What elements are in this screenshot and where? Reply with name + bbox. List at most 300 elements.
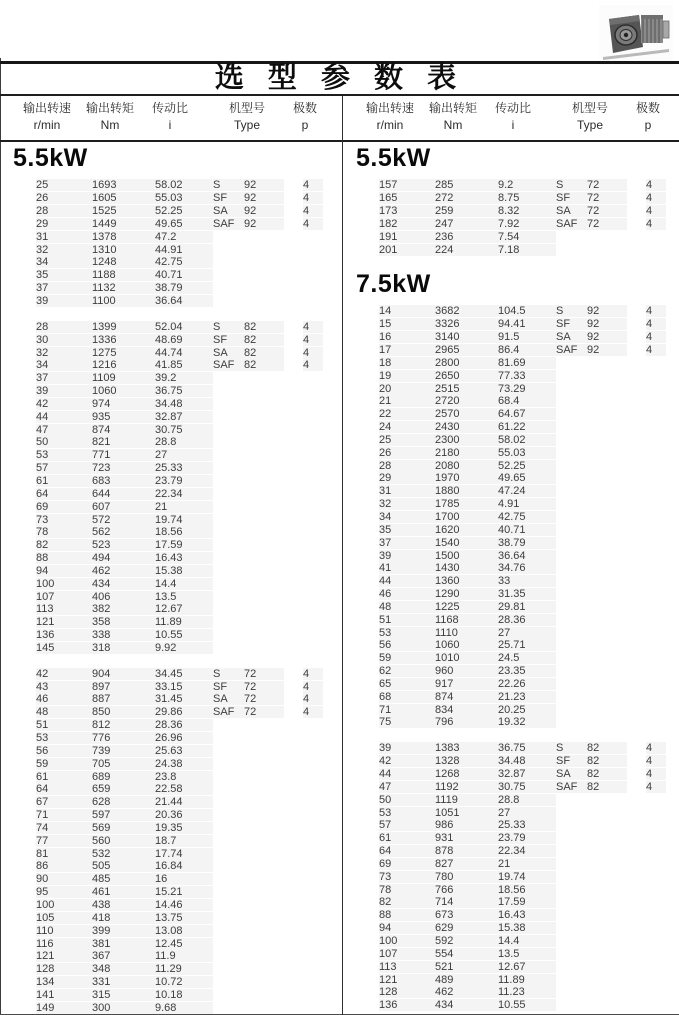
- table-row: [0, 552, 342, 565]
- table-row: [343, 703, 679, 716]
- cell-torque: 874: [435, 691, 498, 703]
- cell-type: [213, 925, 303, 937]
- cell-type: [213, 334, 303, 346]
- cell-type: [556, 601, 646, 613]
- cell-speed: 31: [379, 485, 435, 497]
- cell-ratio: 21.23: [498, 691, 556, 703]
- type-size: 72: [587, 192, 627, 204]
- cell-torque: 597: [92, 809, 155, 821]
- cell-torque: 562: [92, 526, 155, 538]
- cell-speed: 67: [36, 796, 92, 808]
- table-row: [343, 446, 679, 459]
- cell-ratio: 21: [498, 858, 556, 870]
- cell-torque: 1275: [92, 347, 155, 359]
- cell-speed: 75: [379, 716, 435, 728]
- cell-torque: 406: [92, 591, 155, 603]
- cell-torque: 874: [92, 424, 155, 436]
- column-header: [366, 101, 414, 133]
- column-header-unit: p: [301, 118, 309, 132]
- table-row: [343, 331, 679, 344]
- cell-speed: 74: [36, 822, 92, 834]
- cell-speed: 57: [36, 462, 92, 474]
- column-header: [152, 101, 188, 133]
- cell-type: [556, 999, 646, 1011]
- cell-type: [556, 935, 646, 947]
- cell-ratio: 20.25: [498, 704, 556, 716]
- cell-torque: 494: [92, 552, 155, 564]
- cell-speed: 173: [379, 205, 435, 217]
- column-header: [86, 101, 134, 133]
- column-header: [572, 101, 608, 133]
- cell-torque: 1620: [435, 524, 498, 536]
- cell-torque: 247: [435, 218, 498, 230]
- table-row: [343, 600, 679, 613]
- cell-ratio: 13.75: [155, 912, 213, 924]
- cell-ratio: 22.34: [498, 845, 556, 857]
- type-size: 82: [587, 781, 627, 793]
- cell-ratio: 41.85: [155, 359, 213, 371]
- cell-speed: 71: [36, 809, 92, 821]
- cell-ratio: 33.15: [155, 681, 213, 693]
- cell-ratio: 32.87: [155, 411, 213, 423]
- table-row: [343, 768, 679, 781]
- type-series: SF: [213, 334, 244, 346]
- table-row: [0, 385, 342, 398]
- cell-type: [556, 550, 646, 562]
- cell-type: [213, 514, 303, 526]
- table-row: [0, 950, 342, 963]
- cell-speed: 53: [379, 627, 435, 639]
- cell-type: [556, 179, 646, 191]
- cell-speed: 141: [36, 989, 92, 1001]
- cell-speed: 37: [379, 537, 435, 549]
- column-header-unit: i: [168, 118, 172, 132]
- cell-ratio: 33: [498, 575, 556, 587]
- cell-speed: 100: [36, 578, 92, 590]
- table-row: [343, 243, 679, 256]
- cell-type: [213, 783, 303, 795]
- cell-torque: 569: [92, 822, 155, 834]
- page-title: 选 型 参 数 表: [214, 62, 465, 94]
- cell-speed: 48: [36, 706, 92, 718]
- cell-ratio: 14.46: [155, 899, 213, 911]
- cell-torque: 812: [92, 719, 155, 731]
- cell-ratio: 36.75: [498, 742, 556, 754]
- cell-torque: 714: [435, 896, 498, 908]
- cell-torque: 1188: [92, 269, 155, 281]
- cell-torque: 399: [92, 925, 155, 937]
- type-series: SAF: [213, 706, 244, 718]
- cell-type: [556, 884, 646, 896]
- cell-poles: 4: [303, 693, 323, 705]
- column-header-unit: r/min: [376, 118, 404, 132]
- cell-ratio: 49.65: [498, 472, 556, 484]
- cell-speed: 47: [36, 424, 92, 436]
- cell-speed: 64: [36, 488, 92, 500]
- cell-speed: 56: [36, 745, 92, 757]
- cell-ratio: 14.4: [498, 935, 556, 947]
- table-row: [0, 179, 342, 192]
- table-row: [0, 834, 342, 847]
- cell-type: [213, 860, 303, 872]
- cell-ratio: 44.91: [155, 244, 213, 256]
- cell-ratio: 64.67: [498, 408, 556, 420]
- type-size: 82: [587, 768, 627, 780]
- cell-type: [213, 295, 303, 307]
- cell-type: [213, 488, 303, 500]
- cell-speed: 39: [36, 385, 92, 397]
- type-size: 92: [244, 179, 284, 191]
- cell-poles: 4: [303, 359, 323, 371]
- cell-ratio: 16: [155, 873, 213, 885]
- table-row: [343, 883, 679, 896]
- cell-ratio: 7.18: [498, 244, 556, 256]
- cell-speed: 29: [379, 472, 435, 484]
- table-row: [0, 256, 342, 269]
- column-header-label: 输出转矩: [85, 101, 135, 115]
- column-header: [229, 101, 265, 133]
- type-series: SAF: [556, 781, 587, 793]
- cell-torque: 1700: [435, 511, 498, 523]
- type-size: 72: [587, 179, 627, 191]
- cell-poles: 4: [646, 218, 666, 230]
- cell-torque: 462: [435, 986, 498, 998]
- cell-speed: 88: [36, 552, 92, 564]
- cell-torque: 2570: [435, 408, 498, 420]
- cell-torque: 272: [435, 192, 498, 204]
- table-row: [343, 344, 679, 357]
- type-size: 72: [587, 218, 627, 230]
- cell-type: [556, 909, 646, 921]
- cell-ratio: 23.35: [498, 665, 556, 677]
- table-row: [0, 282, 342, 295]
- cell-speed: 105: [36, 912, 92, 924]
- cell-type: [556, 974, 646, 986]
- cell-torque: 771: [92, 449, 155, 461]
- table-row: [343, 205, 679, 218]
- cell-speed: 41: [379, 562, 435, 574]
- table-row: [343, 318, 679, 331]
- cell-type: [556, 575, 646, 587]
- type-size: 82: [587, 755, 627, 767]
- cell-torque: 1168: [435, 614, 498, 626]
- cell-torque: 1119: [435, 794, 498, 806]
- cell-speed: 53: [36, 449, 92, 461]
- cell-speed: 113: [36, 603, 92, 615]
- cell-torque: 1010: [435, 652, 498, 664]
- cell-ratio: 22.58: [155, 783, 213, 795]
- column-header-label: 极数: [635, 101, 661, 115]
- cell-torque: 917: [435, 678, 498, 690]
- cell-type: [556, 755, 646, 767]
- cell-torque: 683: [92, 475, 155, 487]
- table-row: [0, 860, 342, 873]
- cell-torque: 1383: [435, 742, 498, 754]
- table-row: [343, 382, 679, 395]
- type-series: SF: [213, 681, 244, 693]
- cell-speed: 46: [36, 693, 92, 705]
- cell-ratio: 15.21: [155, 886, 213, 898]
- cell-torque: 285: [435, 179, 498, 191]
- cell-speed: 53: [379, 807, 435, 819]
- column-header: [293, 101, 317, 133]
- table-row: [343, 575, 679, 588]
- cell-torque: 834: [435, 704, 498, 716]
- cell-torque: 1051: [435, 807, 498, 819]
- cell-speed: 107: [379, 948, 435, 960]
- cell-poles: 4: [646, 768, 666, 780]
- cell-ratio: 10.18: [155, 989, 213, 1001]
- cell-torque: 1399: [92, 321, 155, 333]
- cell-type: [213, 886, 303, 898]
- cell-ratio: 8.32: [498, 205, 556, 217]
- cell-type: [556, 986, 646, 998]
- table-row: [0, 590, 342, 603]
- type-size: 72: [244, 668, 284, 680]
- cell-poles: 4: [303, 668, 323, 680]
- cell-type: [556, 447, 646, 459]
- cell-ratio: 18.7: [155, 835, 213, 847]
- cell-ratio: 27: [498, 807, 556, 819]
- cell-torque: 739: [92, 745, 155, 757]
- cell-speed: 121: [36, 616, 92, 628]
- cell-ratio: 42.75: [498, 511, 556, 523]
- cell-type: [556, 231, 646, 243]
- cell-speed: 94: [379, 922, 435, 934]
- cell-torque: 381: [92, 938, 155, 950]
- cell-speed: 68: [379, 691, 435, 703]
- table-row: [343, 549, 679, 562]
- table-row: [343, 408, 679, 421]
- cell-type: [213, 244, 303, 256]
- cell-type: [556, 627, 646, 639]
- table-row: [343, 179, 679, 192]
- table-row: [343, 690, 679, 703]
- cell-torque: 560: [92, 835, 155, 847]
- table-row: [343, 793, 679, 806]
- cell-torque: 1060: [92, 385, 155, 397]
- cell-type: [556, 948, 646, 960]
- cell-ratio: 30.75: [498, 781, 556, 793]
- table-row: [343, 870, 679, 883]
- type-series: SAF: [213, 218, 244, 230]
- table-row: [0, 230, 342, 243]
- cell-torque: 904: [92, 668, 155, 680]
- table-row: [0, 719, 342, 732]
- type-series: SAF: [556, 218, 587, 230]
- table-row: [0, 513, 342, 526]
- cell-ratio: 52.25: [155, 205, 213, 217]
- cell-type: [213, 539, 303, 551]
- cell-speed: 44: [379, 575, 435, 587]
- cell-type: [556, 807, 646, 819]
- cell-ratio: 16.43: [155, 552, 213, 564]
- cell-ratio: 27: [155, 449, 213, 461]
- cell-speed: 34: [36, 256, 92, 268]
- cell-speed: 50: [36, 436, 92, 448]
- cell-type: [556, 614, 646, 626]
- cell-torque: 521: [435, 961, 498, 973]
- cell-type: [213, 989, 303, 1001]
- cell-type: [556, 562, 646, 574]
- cell-torque: 318: [92, 642, 155, 654]
- cell-speed: 28: [379, 460, 435, 472]
- cell-torque: 827: [435, 858, 498, 870]
- table-row: [0, 937, 342, 950]
- cell-type: [213, 912, 303, 924]
- ratio-block: [0, 320, 342, 654]
- cell-type: [556, 819, 646, 831]
- type-size: 72: [244, 693, 284, 705]
- table-row: [0, 873, 342, 886]
- cell-ratio: 10.55: [498, 999, 556, 1011]
- cell-speed: 35: [36, 269, 92, 281]
- cell-ratio: 11.9: [155, 950, 213, 962]
- cell-poles: 4: [646, 205, 666, 217]
- type-series: S: [556, 742, 587, 754]
- cell-ratio: 34.45: [155, 668, 213, 680]
- cell-type: [213, 179, 303, 191]
- ratio-block: [343, 742, 679, 1012]
- cell-type: [213, 256, 303, 268]
- cell-speed: 136: [36, 629, 92, 641]
- table-row: [0, 732, 342, 745]
- cell-torque: 3326: [435, 318, 498, 330]
- cell-torque: 776: [92, 732, 155, 744]
- cell-type: [556, 961, 646, 973]
- cell-ratio: 58.02: [498, 434, 556, 446]
- cell-ratio: 11.89: [498, 974, 556, 986]
- cell-type: [556, 845, 646, 857]
- cell-speed: 82: [379, 896, 435, 908]
- type-series: S: [556, 305, 587, 317]
- cell-torque: 461: [92, 886, 155, 898]
- cell-type: [213, 603, 303, 615]
- cell-ratio: 34.48: [155, 398, 213, 410]
- column-header-unit: r/min: [33, 118, 61, 132]
- type-series: S: [556, 179, 587, 191]
- cell-type: [213, 668, 303, 680]
- cell-ratio: 28.8: [498, 794, 556, 806]
- cell-poles: 4: [303, 347, 323, 359]
- cell-poles: 4: [303, 334, 323, 346]
- cell-type: [556, 434, 646, 446]
- column-header-unit: i: [511, 118, 515, 132]
- cell-speed: 56: [379, 639, 435, 651]
- cell-speed: 42: [36, 668, 92, 680]
- cell-speed: 107: [36, 591, 92, 603]
- type-series: SAF: [213, 359, 244, 371]
- cell-torque: 1225: [435, 601, 498, 613]
- cell-torque: 796: [435, 716, 498, 728]
- cell-torque: 2515: [435, 383, 498, 395]
- cell-torque: 1110: [435, 627, 498, 639]
- table-row: [343, 999, 679, 1012]
- table-row: [0, 924, 342, 937]
- table-row: [343, 369, 679, 382]
- cell-torque: 1216: [92, 359, 155, 371]
- cell-ratio: 31.45: [155, 693, 213, 705]
- ratio-block: [0, 667, 342, 1014]
- cell-torque: 315: [92, 989, 155, 1001]
- cell-type: [213, 282, 303, 294]
- table-row: [343, 986, 679, 999]
- cell-torque: 523: [92, 539, 155, 551]
- cell-speed: 149: [36, 1002, 92, 1014]
- cell-type: [213, 938, 303, 950]
- cell-speed: 121: [379, 974, 435, 986]
- cell-ratio: 14.4: [155, 578, 213, 590]
- cell-ratio: 4.91: [498, 498, 556, 510]
- cell-type: [556, 344, 646, 356]
- cell-ratio: 52.04: [155, 321, 213, 333]
- cell-type: [213, 424, 303, 436]
- column-header-label: 传动比: [151, 101, 189, 115]
- table-row: [0, 706, 342, 719]
- cell-speed: 22: [379, 408, 435, 420]
- cell-type: [556, 639, 646, 651]
- cell-torque: 489: [435, 974, 498, 986]
- cell-speed: 39: [379, 550, 435, 562]
- cell-type: [556, 395, 646, 407]
- cell-torque: 348: [92, 963, 155, 975]
- table-row: [343, 498, 679, 511]
- type-size: 82: [244, 334, 284, 346]
- cell-ratio: 48.69: [155, 334, 213, 346]
- table-row: [343, 665, 679, 678]
- cell-type: [556, 524, 646, 536]
- cell-ratio: 47.2: [155, 231, 213, 243]
- cell-ratio: 36.64: [155, 295, 213, 307]
- cell-ratio: 34.76: [498, 562, 556, 574]
- cell-poles: 4: [303, 681, 323, 693]
- column-header-label: 机型号: [228, 101, 266, 115]
- cell-ratio: 10.55: [155, 629, 213, 641]
- cell-ratio: 61.22: [498, 421, 556, 433]
- cell-ratio: 11.23: [498, 986, 556, 998]
- gear-motor-photo: [599, 5, 673, 65]
- cell-torque: 931: [435, 832, 498, 844]
- cell-speed: 44: [36, 411, 92, 423]
- cell-type: [213, 449, 303, 461]
- cell-torque: 554: [435, 948, 498, 960]
- power-section-heading: 5.5kW: [356, 144, 431, 172]
- table-row: [0, 218, 342, 231]
- cell-speed: 136: [379, 999, 435, 1011]
- cell-type: [556, 205, 646, 217]
- cell-type: [556, 768, 646, 780]
- cell-torque: 1248: [92, 256, 155, 268]
- cell-ratio: 81.69: [498, 357, 556, 369]
- cell-torque: 2800: [435, 357, 498, 369]
- cell-speed: 51: [379, 614, 435, 626]
- cell-ratio: 58.02: [155, 179, 213, 191]
- table-row: [343, 230, 679, 243]
- table-row: [343, 421, 679, 434]
- table-row: [343, 678, 679, 691]
- cell-speed: 25: [379, 434, 435, 446]
- cell-type: [213, 526, 303, 538]
- cell-type: [213, 321, 303, 333]
- cell-ratio: 40.71: [155, 269, 213, 281]
- cell-type: [556, 331, 646, 343]
- cell-torque: 1785: [435, 498, 498, 510]
- cell-type: [213, 475, 303, 487]
- table-row: [343, 845, 679, 858]
- cell-type: [556, 716, 646, 728]
- table-row: [0, 564, 342, 577]
- cell-type: [556, 832, 646, 844]
